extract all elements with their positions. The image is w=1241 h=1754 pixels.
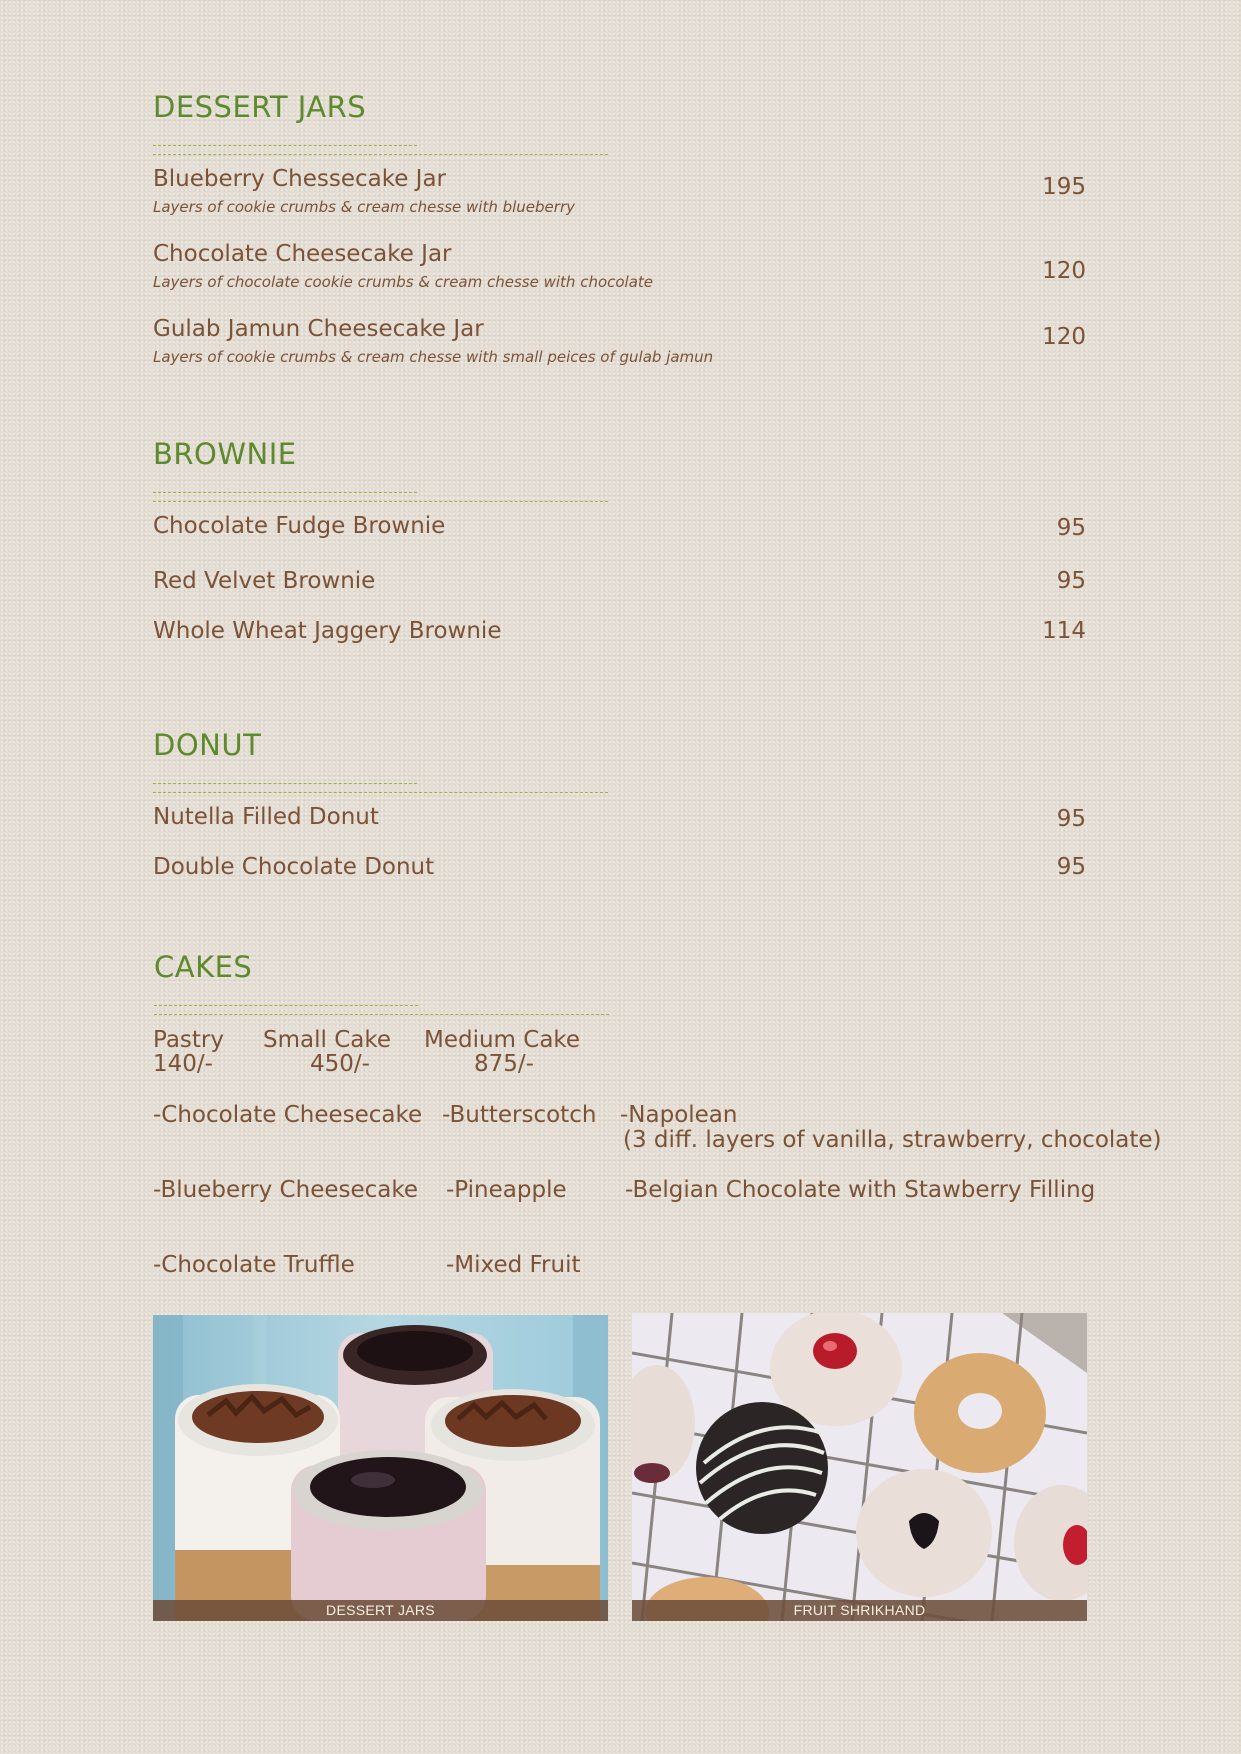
menu-item-price: 120 — [1042, 324, 1086, 350]
cake-flavor: -Chocolate Cheesecake — [153, 1102, 423, 1128]
menu-item-price: 195 — [1042, 174, 1086, 200]
donuts-photo — [632, 1313, 1087, 1621]
menu-item-price: 95 — [1056, 854, 1086, 880]
section-title-brownie: BROWNIE — [153, 437, 297, 471]
menu-item-price: 114 — [1042, 618, 1086, 644]
section-divider — [154, 1003, 614, 1017]
cake-flavor: -Chocolate Truffle — [153, 1252, 355, 1278]
menu-item-name: Nutella Filled Donut — [153, 804, 379, 830]
menu-item-description: Layers of cookie crumbs & cream chesse with blueberry — [153, 198, 575, 216]
cake-flavor-note: (3 diff. layers of vanilla, strawberry, chocolate) — [623, 1127, 1162, 1153]
menu-item-price: 95 — [1056, 806, 1086, 832]
cake-flavor: -Napolean — [620, 1102, 738, 1128]
menu-item-name: Red Velvet Brownie — [153, 568, 376, 594]
cake-flavor: -Blueberry Cheesecake — [153, 1177, 419, 1203]
section-title-dessert-jars: DESSERT JARS — [153, 90, 367, 124]
cake-size-price: 875/- — [474, 1051, 534, 1077]
donuts-illustration — [632, 1313, 1087, 1621]
cake-flavor: -Mixed Fruit — [446, 1252, 581, 1278]
menu-item-description: Layers of cookie crumbs & cream chesse with small peices of gulab jamun — [153, 348, 714, 366]
menu-item-price: 120 — [1042, 258, 1086, 284]
menu-item-name: Blueberry Chessecake Jar — [153, 166, 447, 192]
section-divider — [153, 781, 613, 795]
section-title-cakes: CAKES — [154, 950, 253, 984]
menu-item-name: Double Chocolate Donut — [153, 854, 435, 880]
menu-item-price: 95 — [1056, 568, 1086, 594]
section-divider — [153, 490, 613, 504]
cake-size-label: Pastry — [153, 1027, 224, 1053]
cake-flavor: -Pineapple — [446, 1177, 567, 1203]
cake-size-label: Medium Cake — [424, 1027, 581, 1053]
menu-item-name: Whole Wheat Jaggery Brownie — [153, 618, 502, 644]
cake-size-label: Small Cake — [263, 1027, 391, 1053]
cake-flavor: -Butterscotch — [442, 1102, 597, 1128]
dessert-jars-photo — [153, 1315, 608, 1621]
photo-caption: DESSERT JARS — [153, 1600, 608, 1621]
cake-size-price: 140/- — [153, 1051, 213, 1077]
menu-item-name: Gulab Jamun Cheesecake Jar — [153, 316, 484, 342]
cake-flavor: -Belgian Chocolate with Stawberry Filling — [625, 1177, 1096, 1203]
menu-item-name: Chocolate Cheesecake Jar — [153, 241, 452, 267]
section-divider — [153, 143, 613, 157]
menu-item-price: 95 — [1056, 515, 1086, 541]
dessert-jars-illustration — [153, 1315, 608, 1621]
photo-caption: FRUIT SHRIKHAND — [632, 1600, 1087, 1621]
section-title-donut: DONUT — [153, 728, 262, 762]
menu-item-name: Chocolate Fudge Brownie — [153, 513, 446, 539]
menu-item-description: Layers of chocolate cookie crumbs & cream chesse with chocolate — [153, 273, 654, 291]
cake-size-price: 450/- — [310, 1051, 370, 1077]
